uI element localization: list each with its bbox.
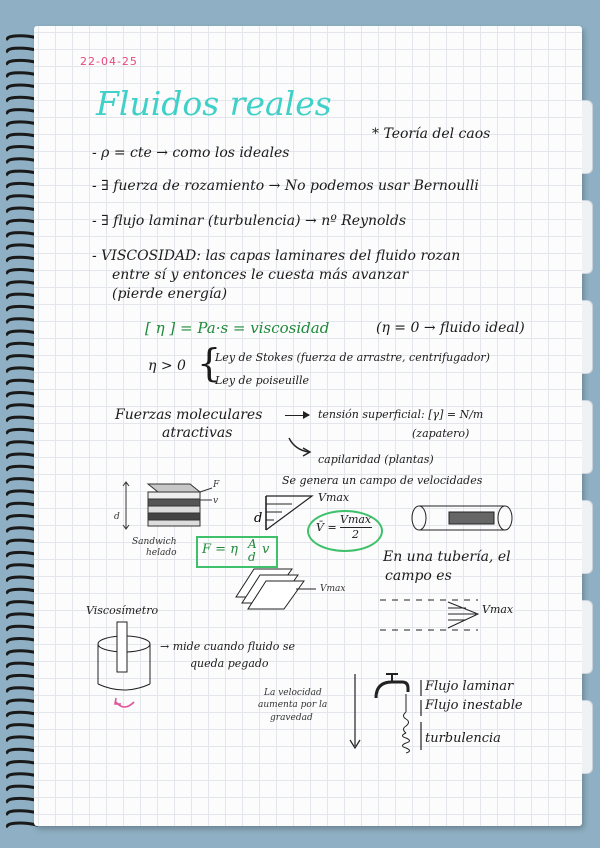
viscometer-icon xyxy=(96,620,176,710)
bullet-laminar: - ∃ flujo laminar (turbulencia) → nº Reynolds xyxy=(92,213,407,229)
divider-tab xyxy=(582,200,593,274)
ideal-fluid-note: (η = 0 → fluido ideal) xyxy=(376,320,525,336)
divider-tab xyxy=(582,100,593,174)
flow-unstable: Flujo inestable xyxy=(425,698,523,713)
force-formula-v: v xyxy=(262,542,270,557)
divider-tab xyxy=(582,400,593,474)
down-arrow-icon xyxy=(348,672,362,752)
pipe-note: En una tubería, el xyxy=(383,549,511,565)
divider-tab xyxy=(582,600,593,674)
average-velocity-num: Vmax xyxy=(340,513,372,526)
bullet-viscosity-line3: (pierde energía) xyxy=(112,286,228,302)
gravity-note-3: gravedad xyxy=(270,713,313,723)
law-poiseuille: Ley de poiseuille xyxy=(215,374,310,387)
zapatero: (zapatero) xyxy=(412,427,470,440)
sandwich-icon xyxy=(120,478,220,538)
pipe-profile-diagram xyxy=(378,596,488,636)
force-formula-num: A xyxy=(248,537,257,551)
label-v: v xyxy=(213,496,219,506)
gravity-note: La velocidad xyxy=(264,688,322,698)
eta-positive: η > 0 xyxy=(148,358,186,374)
label-d: d xyxy=(114,512,120,522)
divider-tab xyxy=(582,300,593,374)
viscometer-label: Viscosímetro xyxy=(86,604,159,617)
brace: { xyxy=(197,341,222,385)
side-note: * Teoría del caos xyxy=(372,126,491,142)
vmax-label-2: Vmax xyxy=(320,584,346,594)
law-stokes: Ley de Stokes (fuerza de arrastre, centrifugador) xyxy=(215,351,490,364)
flow-laminar: Flujo laminar xyxy=(425,679,514,694)
label-F: F xyxy=(213,480,220,490)
surface-tension: tensión superficial: [γ] = N/m xyxy=(318,408,484,421)
bullet-viscosity: - VISCOSIDAD: las capas laminares del fluido rozan xyxy=(92,248,461,264)
flow-turbulence: turbulencia xyxy=(425,731,501,746)
layers-icon xyxy=(232,567,322,617)
velocity-field-note: Se genera un campo de velocidades xyxy=(282,474,483,487)
capillarity: capilaridad (plantas) xyxy=(318,453,434,466)
viscometer-note-2: queda pegado xyxy=(190,657,269,670)
bracket-lines xyxy=(417,676,427,756)
svg-text:d: d xyxy=(254,511,263,526)
average-velocity-den: 2 xyxy=(352,528,359,541)
divider-tab xyxy=(582,700,593,774)
force-formula-den: d xyxy=(248,550,256,564)
gravity-note-2: aumenta por la xyxy=(258,700,328,710)
viscosity-units: [ η ] = Pa·s = viscosidad xyxy=(145,319,330,337)
pipe-note-2: campo es xyxy=(385,568,452,584)
bullet-friction: - ∃ fuerza de rozamiento → No podemos usar Bernoulli xyxy=(92,178,479,194)
force-formula-lhs: F = η xyxy=(202,542,238,557)
forces-label-2: atractivas xyxy=(162,425,233,441)
bullet-density: - ρ = cte → como los ideales xyxy=(92,145,290,161)
average-velocity-lhs: V̄ = xyxy=(316,521,337,534)
bullet-viscosity-line2: entre sí y entonces le cuesta más avanzar xyxy=(112,267,409,283)
sandwich-label-2: helado xyxy=(146,548,177,558)
pipe-icon xyxy=(405,500,515,540)
divider-tab xyxy=(582,500,593,574)
viscometer-note: → mide cuando fluido se xyxy=(160,640,296,653)
note-date: 22-04-25 xyxy=(80,55,138,68)
vmax-label: Vmax xyxy=(318,491,350,504)
forces-label: Fuerzas moleculares xyxy=(115,407,263,423)
sandwich-label: Sandwich xyxy=(132,537,177,547)
arrow xyxy=(285,415,309,416)
page-title: Fluidos reales xyxy=(96,84,332,123)
vmax-label-3: Vmax xyxy=(482,603,514,616)
